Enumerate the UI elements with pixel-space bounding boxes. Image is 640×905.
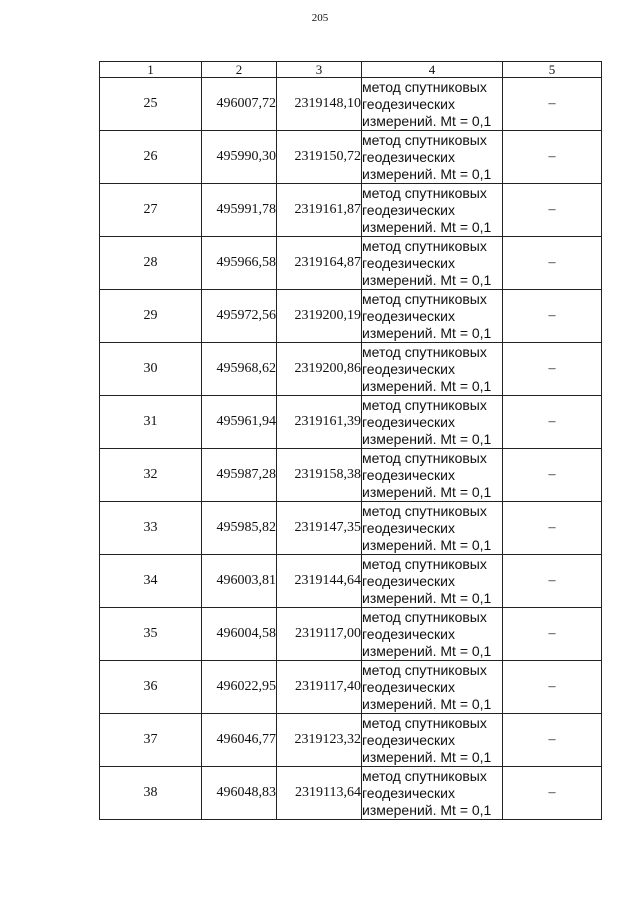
method-text-line: измерений. Mt = 0,1 xyxy=(362,695,492,712)
y-coordinate-cell: 2319164,87 xyxy=(277,237,362,290)
table-row xyxy=(100,449,602,502)
method-text-line: геодезических xyxy=(362,466,455,483)
point-number-cell: 32 xyxy=(100,449,202,502)
y-coordinate-cell: 2319200,19 xyxy=(277,290,362,343)
y-coordinate-cell: 2319117,40 xyxy=(277,661,362,714)
column-header-number: 1 xyxy=(100,62,202,78)
point-number-cell: 26 xyxy=(100,131,202,184)
method-text-line: геодезических xyxy=(362,360,455,377)
column-header-method: 4 xyxy=(362,62,503,78)
x-coordinate-cell: 495991,78 xyxy=(202,184,277,237)
method-text-line: измерений. Mt = 0,1 xyxy=(362,801,492,818)
x-coordinate-cell: 495987,28 xyxy=(202,449,277,502)
method-text-line: геодезических xyxy=(362,572,455,589)
table-row xyxy=(100,343,602,396)
method-cell xyxy=(362,767,503,820)
method-text-line: измерений. Mt = 0,1 xyxy=(362,748,492,765)
method-text-line: метод спутниковых xyxy=(362,237,487,254)
method-text-line: геодезических xyxy=(362,625,455,642)
method-cell xyxy=(362,131,503,184)
method-text-line: метод спутниковых xyxy=(362,290,487,307)
method-text-line: геодезических xyxy=(362,148,455,165)
method-text-line: геодезических xyxy=(362,307,455,324)
method-cell xyxy=(362,502,503,555)
method-text-line: метод спутниковых xyxy=(362,608,487,625)
note-cell: – xyxy=(503,661,602,714)
method-cell xyxy=(362,78,503,131)
point-number-cell: 37 xyxy=(100,714,202,767)
method-text-line: измерений. Mt = 0,1 xyxy=(362,483,492,500)
method-text-line: метод спутниковых xyxy=(362,449,487,466)
point-number-cell: 35 xyxy=(100,608,202,661)
table-row xyxy=(100,237,602,290)
point-number-cell: 29 xyxy=(100,290,202,343)
table-row xyxy=(100,78,602,131)
table-row xyxy=(100,714,602,767)
x-coordinate-cell: 495990,30 xyxy=(202,131,277,184)
method-text-line: геодезических xyxy=(362,413,455,430)
x-coordinate-cell: 496007,72 xyxy=(202,78,277,131)
method-text-line: измерений. Mt = 0,1 xyxy=(362,642,492,659)
table-row xyxy=(100,608,602,661)
method-text-line: измерений. Mt = 0,1 xyxy=(362,271,492,288)
note-cell: – xyxy=(503,449,602,502)
method-text-line: метод спутниковых xyxy=(362,78,487,95)
x-coordinate-cell: 495972,56 xyxy=(202,290,277,343)
method-text-line: метод спутниковых xyxy=(362,767,487,784)
y-coordinate-cell: 2319150,72 xyxy=(277,131,362,184)
method-text-line: метод спутниковых xyxy=(362,714,487,731)
column-header-y: 3 xyxy=(277,62,362,78)
x-coordinate-cell: 496022,95 xyxy=(202,661,277,714)
method-text-line: измерений. Mt = 0,1 xyxy=(362,589,492,606)
point-number-cell: 30 xyxy=(100,343,202,396)
point-number-cell: 28 xyxy=(100,237,202,290)
method-cell xyxy=(362,237,503,290)
method-cell xyxy=(362,661,503,714)
column-header-note: 5 xyxy=(503,62,602,78)
y-coordinate-cell: 2319144,64 xyxy=(277,555,362,608)
point-number-cell: 25 xyxy=(100,78,202,131)
column-header-x: 2 xyxy=(202,62,277,78)
table-row xyxy=(100,290,602,343)
table-row xyxy=(100,767,602,820)
point-number-cell: 34 xyxy=(100,555,202,608)
y-coordinate-cell: 2319161,39 xyxy=(277,396,362,449)
y-coordinate-cell: 2319158,38 xyxy=(277,449,362,502)
note-cell: – xyxy=(503,290,602,343)
method-text-line: измерений. Mt = 0,1 xyxy=(362,324,492,341)
x-coordinate-cell: 495985,82 xyxy=(202,502,277,555)
table-row xyxy=(100,131,602,184)
method-text-line: геодезических xyxy=(362,784,455,801)
note-cell: – xyxy=(503,555,602,608)
x-coordinate-cell: 495961,94 xyxy=(202,396,277,449)
x-coordinate-cell: 496048,83 xyxy=(202,767,277,820)
method-text-line: геодезических xyxy=(362,254,455,271)
method-text-line: метод спутниковых xyxy=(362,661,487,678)
method-cell xyxy=(362,184,503,237)
table-row xyxy=(100,184,602,237)
method-text-line: метод спутниковых xyxy=(362,396,487,413)
point-number-cell: 38 xyxy=(100,767,202,820)
method-cell xyxy=(362,555,503,608)
point-number-cell: 36 xyxy=(100,661,202,714)
x-coordinate-cell: 496004,58 xyxy=(202,608,277,661)
method-text-line: измерений. Mt = 0,1 xyxy=(362,377,492,394)
method-cell xyxy=(362,343,503,396)
method-text-line: измерений. Mt = 0,1 xyxy=(362,430,492,447)
method-text-line: геодезических xyxy=(362,678,455,695)
method-text-line: метод спутниковых xyxy=(362,502,487,519)
method-cell xyxy=(362,396,503,449)
method-cell xyxy=(362,608,503,661)
point-number-cell: 33 xyxy=(100,502,202,555)
note-cell: – xyxy=(503,396,602,449)
table-row xyxy=(100,502,602,555)
point-number-cell: 31 xyxy=(100,396,202,449)
method-text-line: измерений. Mt = 0,1 xyxy=(362,218,492,235)
table-row xyxy=(100,661,602,714)
note-cell: – xyxy=(503,184,602,237)
y-coordinate-cell: 2319113,64 xyxy=(277,767,362,820)
note-cell: – xyxy=(503,237,602,290)
y-coordinate-cell: 2319123,32 xyxy=(277,714,362,767)
x-coordinate-cell: 496046,77 xyxy=(202,714,277,767)
table-row xyxy=(100,396,602,449)
y-coordinate-cell: 2319147,35 xyxy=(277,502,362,555)
x-coordinate-cell: 495968,62 xyxy=(202,343,277,396)
method-text-line: геодезических xyxy=(362,201,455,218)
method-text-line: измерений. Mt = 0,1 xyxy=(362,112,492,129)
note-cell: – xyxy=(503,608,602,661)
method-text-line: измерений. Mt = 0,1 xyxy=(362,536,492,553)
y-coordinate-cell: 2319161,87 xyxy=(277,184,362,237)
method-text-line: геодезических xyxy=(362,95,455,112)
x-coordinate-cell: 495966,58 xyxy=(202,237,277,290)
note-cell: – xyxy=(503,131,602,184)
method-cell xyxy=(362,714,503,767)
note-cell: – xyxy=(503,343,602,396)
note-cell: – xyxy=(503,767,602,820)
note-cell: – xyxy=(503,78,602,131)
method-text-line: измерений. Mt = 0,1 xyxy=(362,165,492,182)
method-cell xyxy=(362,449,503,502)
table-body xyxy=(100,78,602,820)
coordinates-table xyxy=(99,61,602,820)
y-coordinate-cell: 2319200,86 xyxy=(277,343,362,396)
method-text-line: метод спутниковых xyxy=(362,555,487,572)
x-coordinate-cell: 496003,81 xyxy=(202,555,277,608)
method-text-line: метод спутниковых xyxy=(362,343,487,360)
page-number: 205 xyxy=(311,12,329,24)
note-cell: – xyxy=(503,502,602,555)
y-coordinate-cell: 2319148,10 xyxy=(277,78,362,131)
note-cell: – xyxy=(503,714,602,767)
table-header-row xyxy=(100,62,602,78)
point-number-cell: 27 xyxy=(100,184,202,237)
method-text-line: метод спутниковых xyxy=(362,184,487,201)
y-coordinate-cell: 2319117,00 xyxy=(277,608,362,661)
table-row xyxy=(100,555,602,608)
method-cell xyxy=(362,290,503,343)
method-text-line: геодезических xyxy=(362,519,455,536)
method-text-line: метод спутниковых xyxy=(362,131,487,148)
method-text-line: геодезических xyxy=(362,731,455,748)
